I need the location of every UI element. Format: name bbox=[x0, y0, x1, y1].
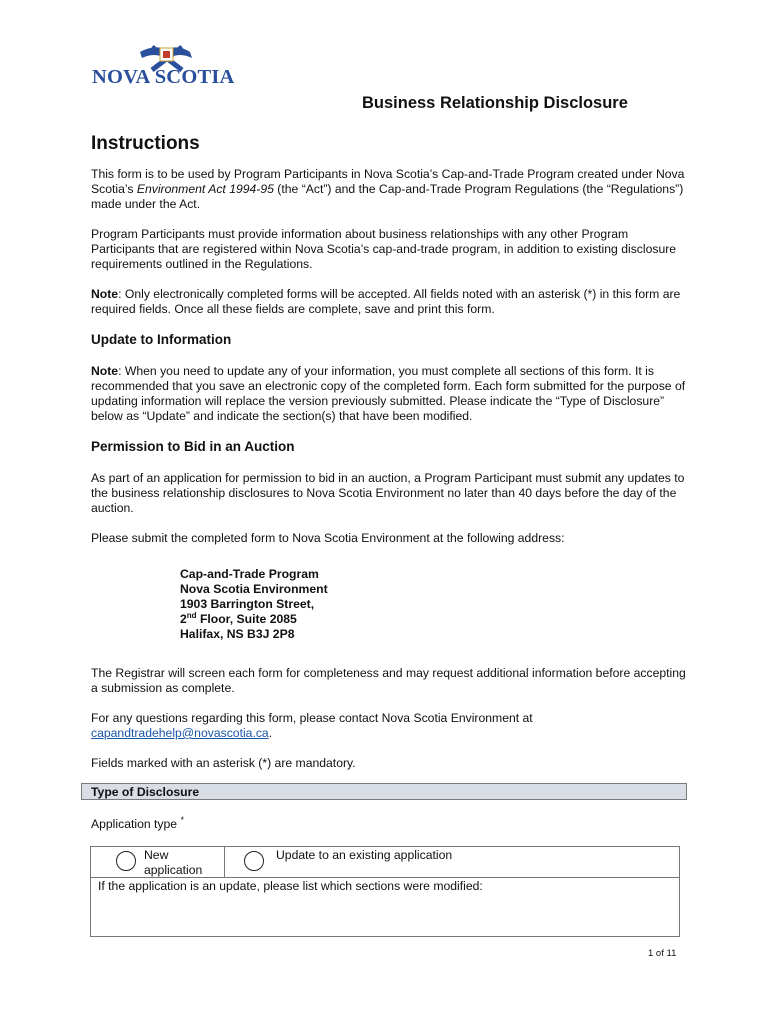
registrar-paragraph: The Registrar will screen each form for completeness and may request additional information before accepting a submission as complete. bbox=[91, 666, 686, 695]
type-of-disclosure-header: Type of Disclosure bbox=[81, 783, 687, 800]
address-line: Halifax, NS B3J 2P8 bbox=[180, 627, 295, 641]
new-application-radio[interactable] bbox=[116, 851, 136, 871]
address-line: 1903 Barrington Street, bbox=[180, 597, 315, 611]
page-number: 1 of 11 bbox=[648, 948, 677, 959]
address-line: 2nd Floor, Suite 2085 bbox=[180, 610, 297, 626]
auction-paragraph: As part of an application for permission to bid in an auction, a Program Participant must submit any updates to the business relationship disclosures to Nova Scotia Environment no later than 40 days before the day of the auction. bbox=[91, 471, 685, 515]
application-type-label: Application type * bbox=[91, 814, 184, 831]
mandatory-note: Fields marked with an asterisk (*) are mandatory. bbox=[91, 756, 356, 770]
update-application-radio[interactable] bbox=[244, 851, 264, 871]
instructions-paragraph-1: This form is to be used by Program Participants in Nova Scotia’s Cap-and-Trade Program created under Nova Scotia’s Environment Act 1994-95 (the “Act”) and the Cap-and-Trade Program Regulations (the “Regulations”) made under the Act. bbox=[91, 167, 685, 211]
application-type-options bbox=[91, 847, 679, 878]
instructions-paragraph-2: Program Participants must provide information about business relationships with any other Program Participants that are registered within Nova Scotia’s cap-and-trade program, in addition to existing disclosure requirements outlined in the Regulations. bbox=[91, 227, 677, 271]
questions-paragraph: For any questions regarding this form, please contact Nova Scotia Environment at capandtradehelp@novascotia.ca. bbox=[91, 711, 533, 740]
auction-heading: Permission to Bid in an Auction bbox=[91, 439, 295, 454]
mailing-address bbox=[180, 567, 328, 642]
contact-email-link[interactable]: capandtradehelp@novascotia.ca bbox=[91, 726, 269, 740]
application-type-box bbox=[90, 846, 680, 937]
modified-sections-prompt: If the application is an update, please list which sections were modified: bbox=[98, 879, 483, 893]
update-note: Note: When you need to update any of your information, you must complete all sections of this form. It is recommended that you save an electronic copy of the completed form. Each form submitted for the purpose of updating information will replace the version previously submitted. Please indicate the “Type of Disclosure” below as “Update” and indicate the section(s) that have been modified. bbox=[91, 364, 686, 423]
address-line: Cap-and-Trade Program bbox=[180, 567, 319, 581]
new-application-label: New application bbox=[144, 848, 203, 877]
update-application-label: Update to an existing application bbox=[276, 848, 453, 862]
option-divider bbox=[224, 847, 225, 877]
submit-paragraph: Please submit the completed form to Nova Scotia Environment at the following address: bbox=[91, 531, 565, 545]
instructions-note: Note: Only electronically completed forms will be accepted. All fields noted with an asterisk (*) in this form are required fields. Once all these fields are complete, save and print this form. bbox=[91, 287, 681, 316]
update-heading: Update to Information bbox=[91, 332, 232, 347]
logo-wordmark: NOVA SCOTIA bbox=[92, 66, 235, 88]
instructions-heading: Instructions bbox=[91, 133, 200, 154]
document-title: Business Relationship Disclosure bbox=[362, 94, 628, 112]
nova-scotia-logo bbox=[92, 44, 242, 90]
address-line: Nova Scotia Environment bbox=[180, 582, 328, 596]
